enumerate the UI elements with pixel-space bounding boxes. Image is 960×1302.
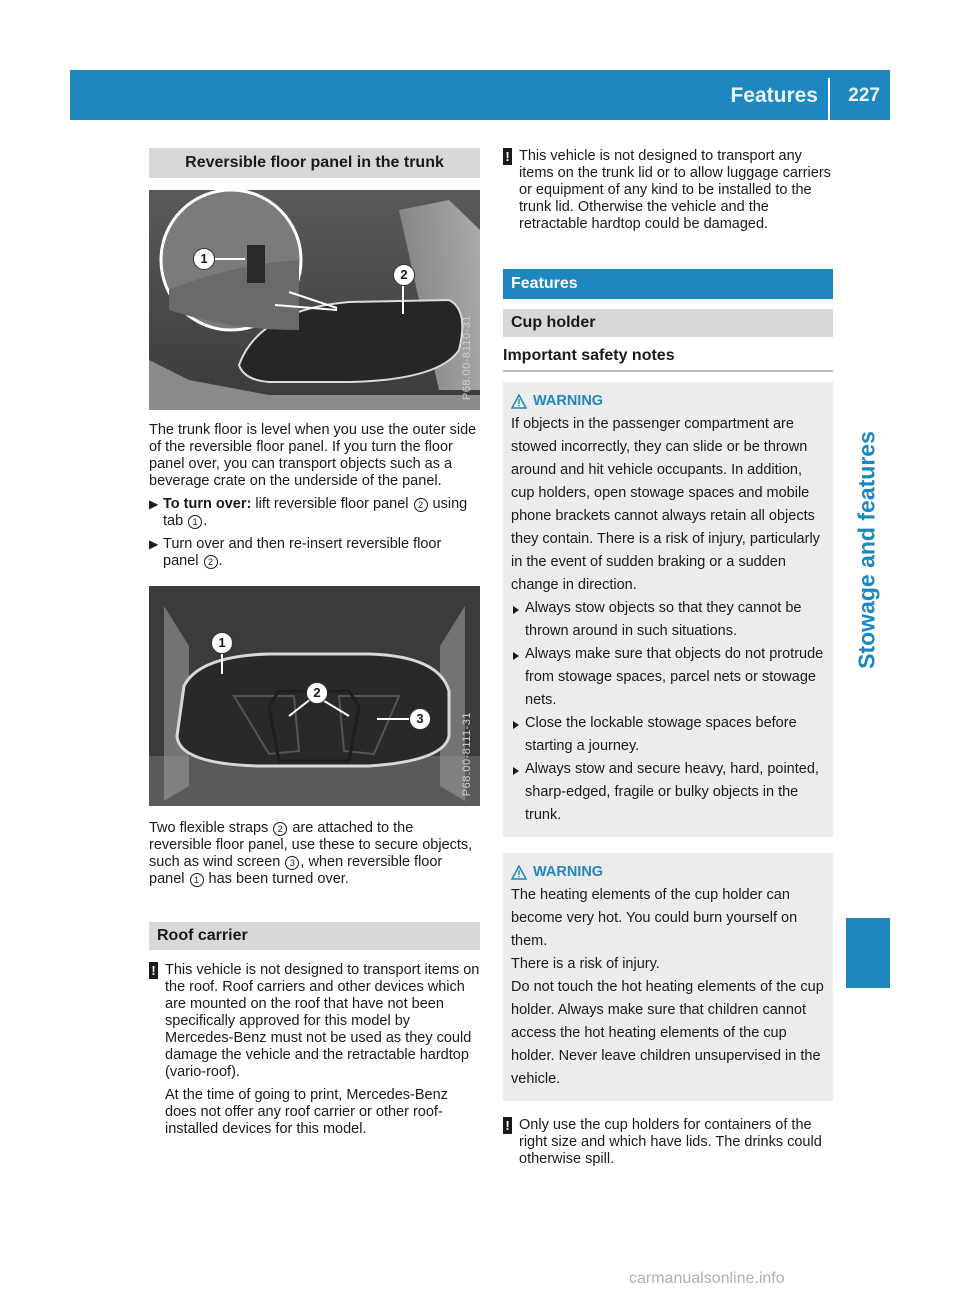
left-column [149, 148, 480, 1144]
warning-text: Do not touch the hot heating elements of the cup holder. Always make sure that children cannot access the hot heating elements of the cup holder. Never leave children unsupervised in the vehicle. [511, 979, 824, 1087]
step-text: lift reversible floor panel [251, 496, 413, 512]
warning-bullet: Always stow objects so that they cannot be thrown around in such situations. [511, 597, 825, 643]
ref-marker: 2 [414, 498, 428, 512]
warning-title-text: WARNING [533, 393, 604, 409]
note-cup-holder [503, 1117, 833, 1168]
ref-marker: 2 [273, 822, 287, 836]
step-text: . [203, 513, 208, 529]
header-divider [828, 78, 830, 120]
ref-marker: 1 [190, 873, 204, 887]
ref-marker: 3 [285, 856, 299, 870]
callout-2: 2 [393, 264, 415, 286]
step-text: Turn over and then re-insert reversible floor panel [163, 536, 442, 569]
callout-line [215, 258, 245, 260]
warning-text: There is a risk of injury. [511, 956, 660, 972]
warning-box [503, 382, 833, 837]
step-text: using tab [163, 496, 468, 529]
note-text: Only use the cup holders for containers of the right size and which have lids. The drinks could otherwise spill. [519, 1117, 822, 1167]
callout-line [402, 286, 404, 314]
figure-straps [149, 586, 480, 806]
warning-box [503, 853, 833, 1101]
step-text: . [218, 553, 223, 569]
warning-bullet: Always make sure that objects do not protrude from stowage spaces, parcel nets or stowage nets. [511, 643, 825, 712]
warning-triangle-icon [511, 394, 527, 409]
para-text: Two flexible straps [149, 820, 273, 836]
section-title-cup-holder: Cup holder [503, 309, 833, 337]
para-text: , when reversible floor panel [149, 854, 443, 887]
note-roof-carrier [149, 962, 480, 1081]
section-title-roof-carrier: Roof carrier [149, 922, 480, 950]
header-title: Features [730, 84, 818, 107]
chapter-tab-marker [846, 918, 890, 988]
callout-3: 3 [409, 708, 431, 730]
step-arrow-icon: ▶ [149, 537, 159, 551]
exclamation-icon: ! [503, 1117, 512, 1134]
trunk-floor-illustration [149, 190, 480, 410]
warning-bullet: Close the lockable stowage spaces before starting a journey. [511, 712, 825, 758]
paragraph-roof-carrier-availability: At the time of going to print, Mercedes-Benz does not offer any roof carrier or other roof-installed devices for this model. [165, 1087, 448, 1137]
callout-1: 1 [193, 248, 215, 270]
warning-title-text: WARNING [533, 864, 604, 880]
step-arrow-icon: ▶ [149, 497, 159, 511]
ref-marker: 2 [204, 555, 218, 569]
instruction-step [149, 496, 480, 530]
figure-code: P68.00-8110-31 [461, 314, 473, 400]
callout-1: 1 [211, 632, 233, 654]
warning-title [511, 861, 825, 884]
section-title-features: Features [503, 269, 833, 299]
section-title-floor-panel: Reversible floor panel in the trunk [149, 148, 480, 178]
exclamation-icon: ! [149, 962, 158, 979]
callout-2: 2 [306, 682, 328, 704]
figure-code: P68.00-8111-31 [461, 711, 473, 796]
warning-bullet: Always stow and secure heavy, hard, pointed, sharp-edged, fragile or bulky objects in the trunk. [511, 758, 825, 827]
note-text: This vehicle is not designed to transport any items on the trunk lid or to allow luggage carriers or equipment of any kind to be installed to the trunk lid. Otherwise the vehicle and the retractable hardtop could be damaged. [519, 148, 831, 232]
right-column [503, 148, 833, 1174]
page-header [70, 70, 890, 120]
paragraph-floor-level: The trunk floor is level when you use the outer side of the reversible floor panel. If you turn the floor panel over, you can transport objects such as a beverage crate on the underside of the panel. [149, 422, 477, 489]
watermark: carmanualsonline.info [629, 1270, 785, 1287]
para-text: are attached to the reversible floor panel, use these to secure objects, such as wind screen [149, 820, 473, 870]
exclamation-icon: ! [503, 148, 512, 165]
instruction-step [149, 536, 480, 570]
page-number: 227 [848, 85, 880, 106]
note-text: This vehicle is not designed to transport items on the roof. Roof carriers and other devices which are mounted on the roof that have not been specifically approved for this model by Mercedes-Benz must not be used as they could damage the vehicle and the retractable hardtop (vario-roof). [165, 962, 480, 1080]
warning-title [511, 390, 825, 413]
subheading-safety-notes: Important safety notes [503, 337, 833, 372]
note-trunk-lid [503, 148, 833, 233]
step-label: To turn over: [163, 496, 252, 512]
paragraph-straps [149, 820, 480, 888]
warning-triangle-icon [511, 865, 527, 880]
para-text: has been turned over. [204, 871, 349, 887]
ref-marker: 1 [188, 515, 202, 529]
warning-text: If objects in the passenger compartment are stowed incorrectly, they can slide or be thrown around and hit vehicle occupants. In addition, cup holders, open stowage spaces and mobile phone brackets cannot always retain all objects they contain. There is a risk of injury, particularly in the event of sudden braking or a sudden change in direction. [511, 416, 820, 593]
warning-text: The heating elements of the cup holder can become very hot. You could burn yourself on them. [511, 887, 798, 949]
figure-trunk-floor-panel [149, 190, 480, 410]
chapter-tab-label: Stowage and features [853, 431, 880, 669]
